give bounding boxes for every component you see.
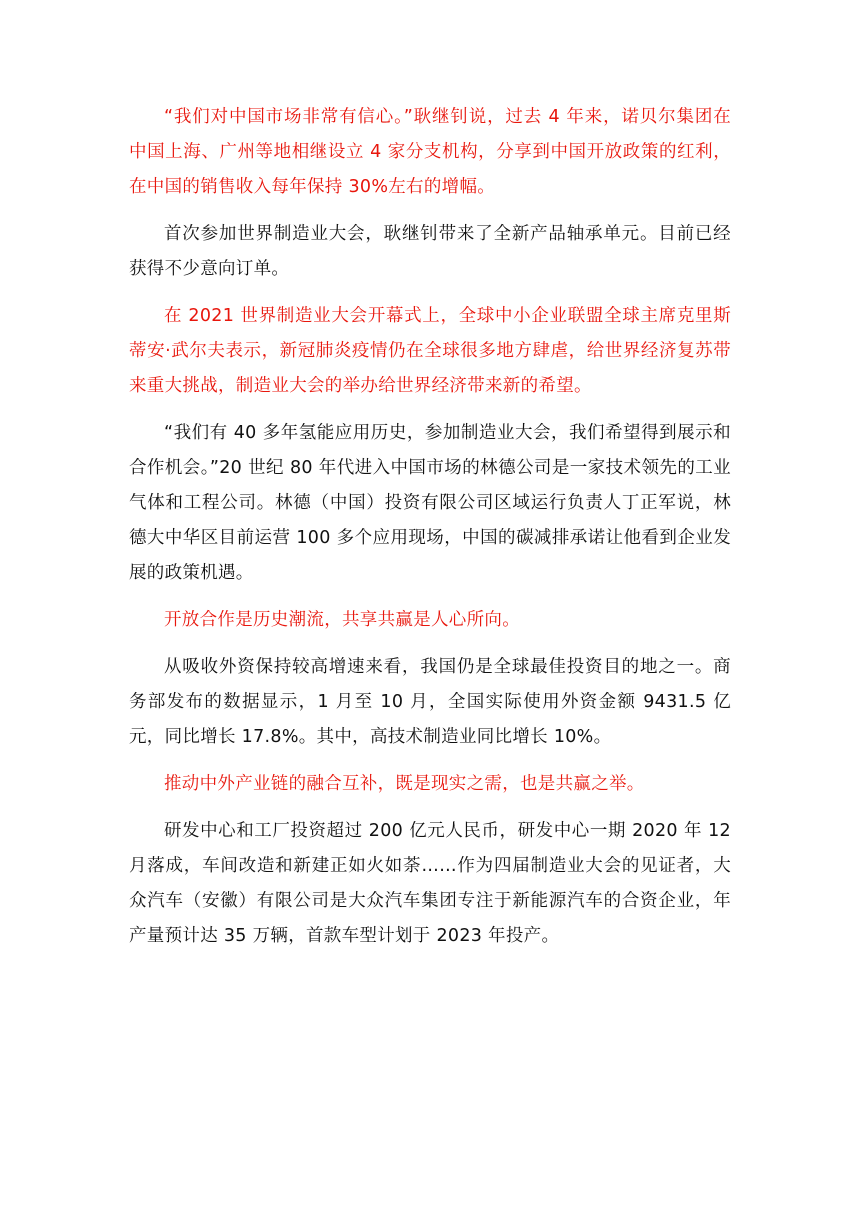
paragraph-4: “我们有 40 多年氢能应用历史，参加制造业大会，我们希望得到展示和合作机会。”20 世纪 80 年代进入中国市场的林德公司是一家技术领先的工业气体和工程公司。林德（中国）投资有限公司区域运行负责人丁正军说，林德大中华区目前运营 100 多个应用现场，中国的碳减排承诺让他看到企业发展的政策机遇。 [129, 423, 731, 583]
paragraph-2: 首次参加世界制造业大会，耿继钊带来了全新产品轴承单元。目前已经获得不少意向订单。 [129, 224, 731, 279]
paragraph-8: 研发中心和工厂投资超过 200 亿元人民币，研发中心一期 2020 年 12 月落成，车间改造和新建正如火如荼……作为四届制造业大会的见证者，大众汽车（安徽）有限公司是大众汽车集团专注于新能源汽车的合资企业，年产量预计达 35 万辆，首款车型计划于 2023 年投产。 [129, 821, 731, 946]
document-page [129, 100, 731, 966]
paragraph-3: 在 2021 世界制造业大会开幕式上，全球中小企业联盟全球主席克里斯蒂安·武尔夫表示，新冠肺炎疫情仍在全球很多地方肆虐，给世界经济复苏带来重大挑战，制造业大会的举办给世界经济带来新的希望。 [129, 306, 731, 396]
paragraph-6: 从吸收外资保持较高增速来看，我国仍是全球最佳投资目的地之一。商务部发布的数据显示，1 月至 10 月，全国实际使用外资金额 9431.5 亿元，同比增长 17.8%。其中，高技术制造业同比增长 10%。 [129, 657, 731, 747]
paragraph-7: 推动中外产业链的融合互补，既是现实之需，也是共赢之举。 [164, 774, 645, 794]
paragraph-1: “我们对中国市场非常有信心。”耿继钊说，过去 4 年来，诺贝尔集团在中国上海、广州等地相继设立 4 家分支机构，分享到中国开放政策的红利，在中国的销售收入每年保持 30%左右的增幅。 [129, 107, 731, 197]
paragraph-5: 开放合作是历史潮流，共享共赢是人心所向。 [164, 610, 520, 630]
